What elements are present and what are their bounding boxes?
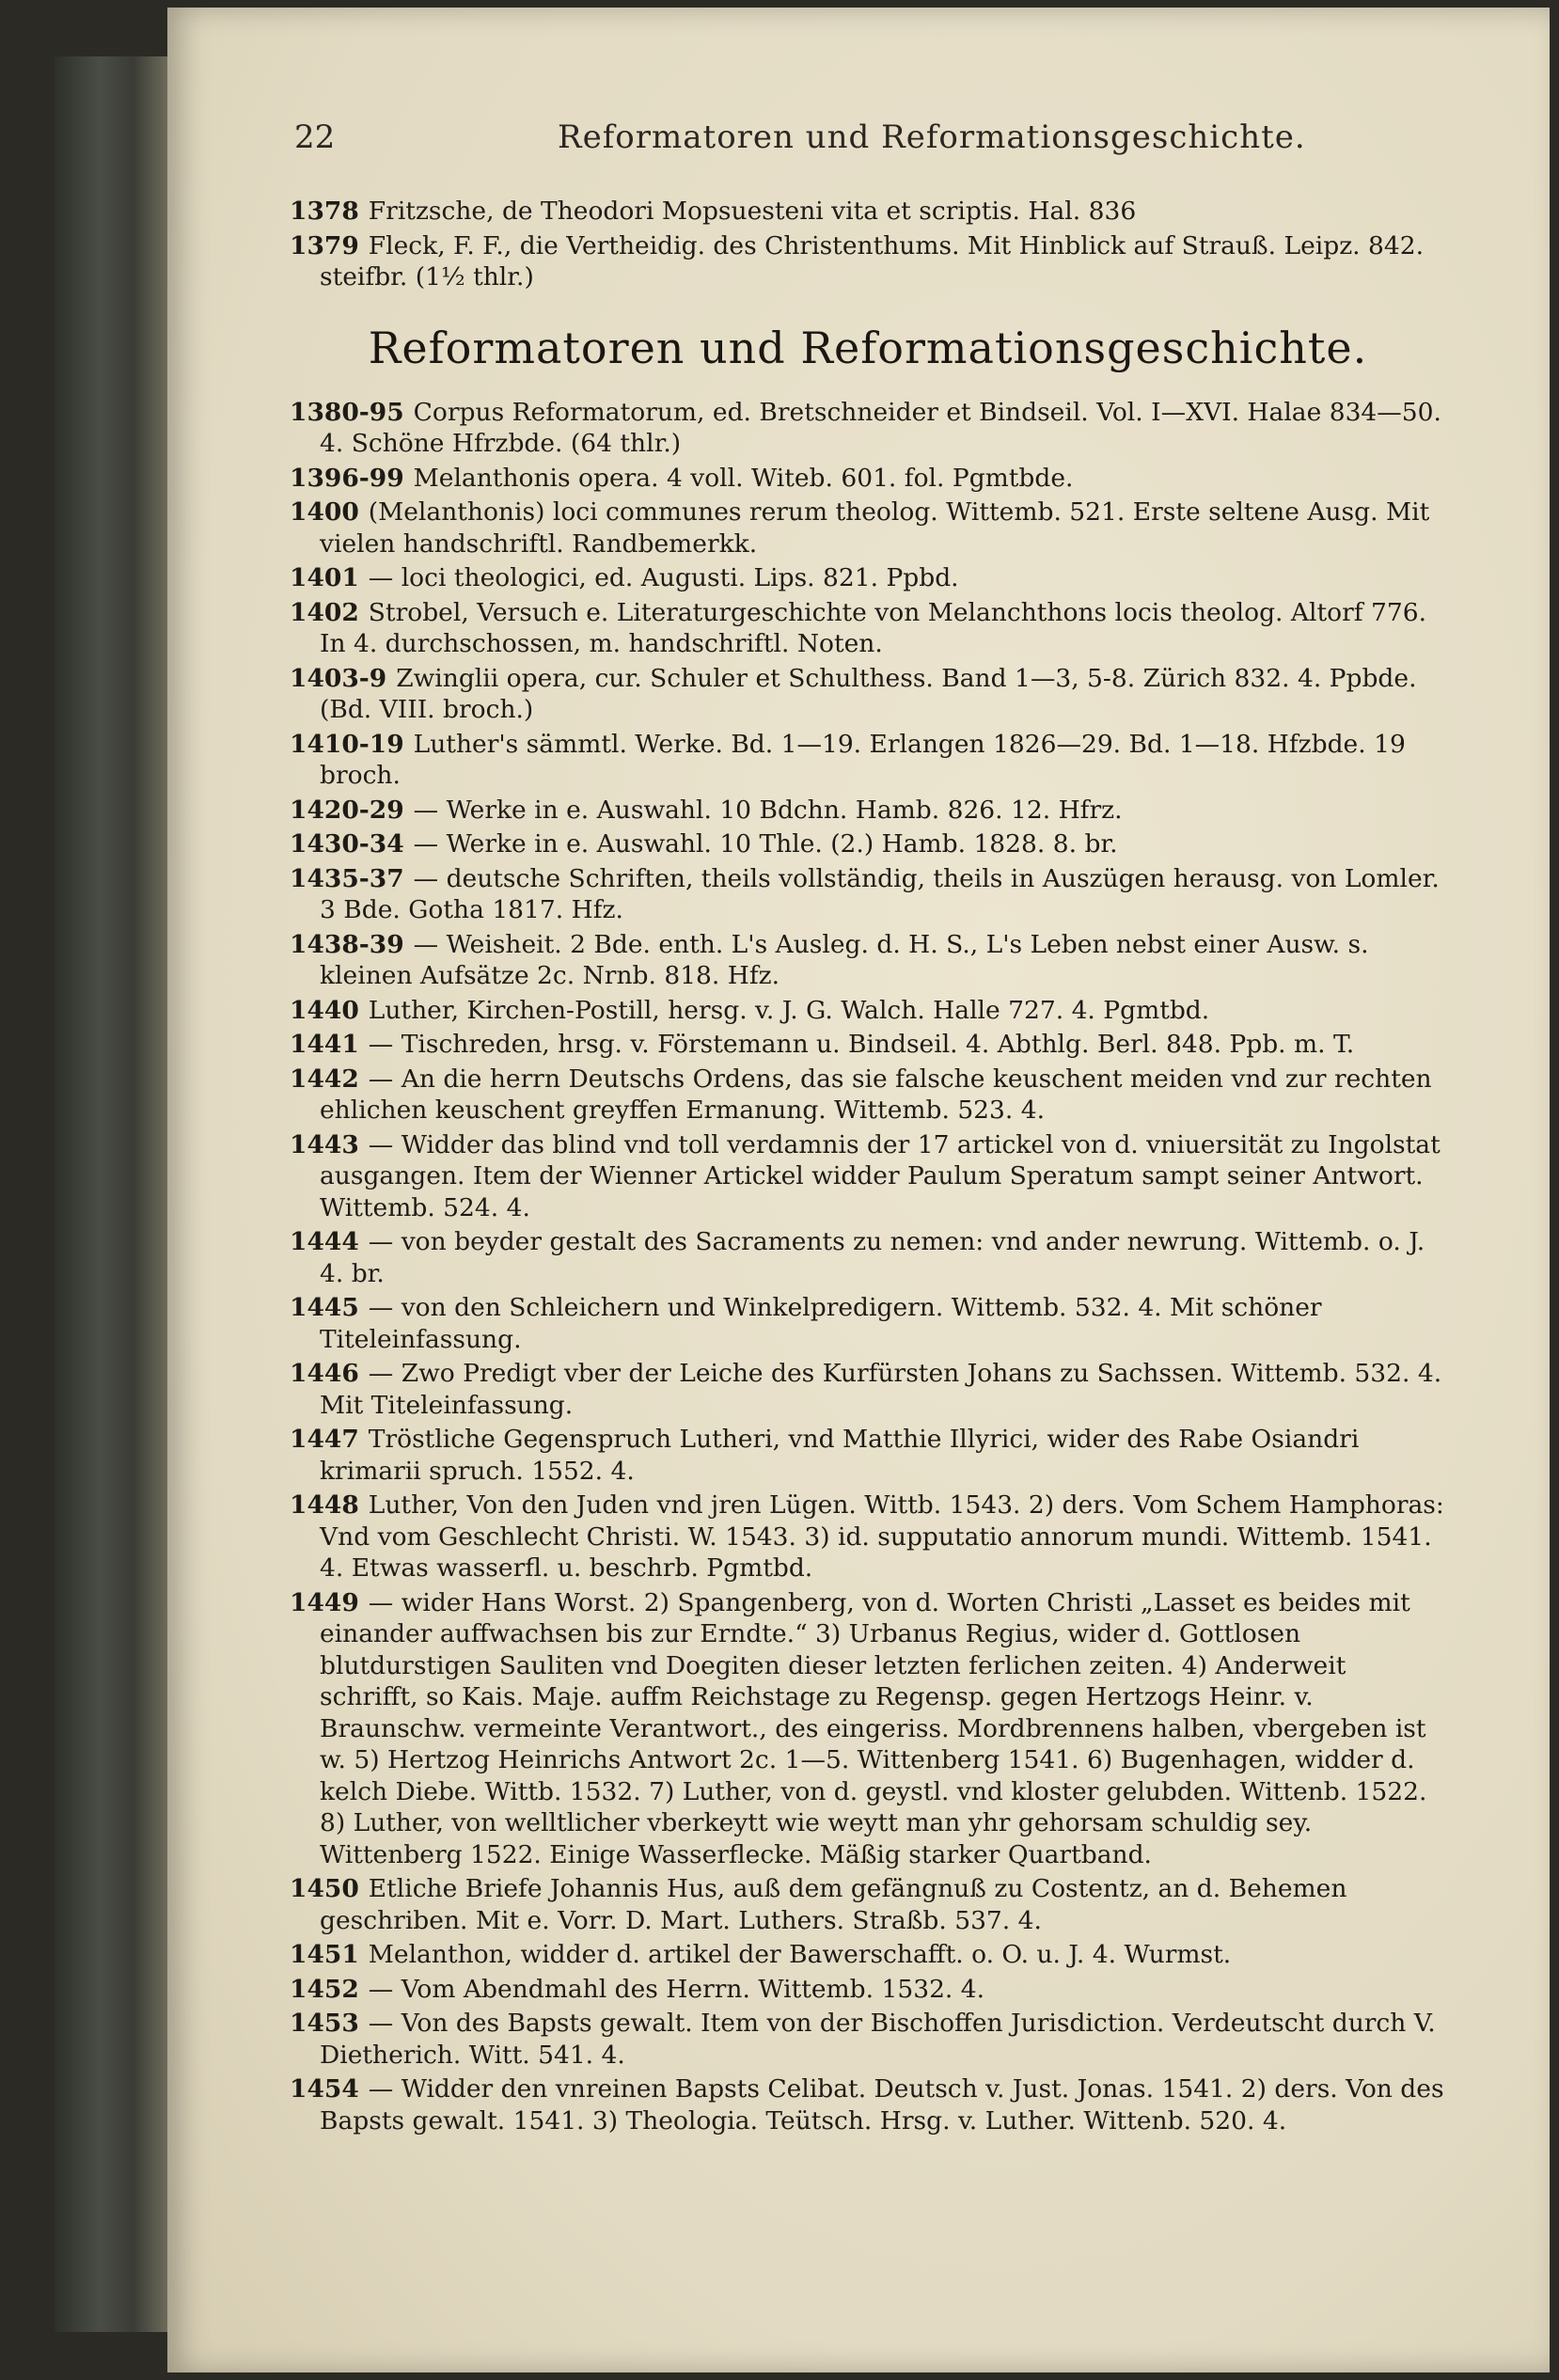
book-spine (55, 56, 167, 2332)
entry-number: 1443 (290, 1129, 359, 1159)
entry-text: — von beyder gestalt des Sacraments zu nemen: vnd ander newrung. Wittemb. o. J. 4. br. (320, 1227, 1425, 1288)
catalog-entry (290, 1974, 1446, 2006)
entry-text: Fritzsche, de Theodori Mopsuesteni vita et scriptis. Hal. 836 (368, 197, 1137, 226)
entries-before-section (290, 196, 1446, 293)
catalog-entry (290, 1064, 1446, 1127)
catalog-entry (290, 463, 1446, 495)
running-title: Reformatoren und Reformationsgeschichte. (558, 118, 1306, 156)
entry-text: Melanthon, widder d. artikel der Bawerschafft. o. O. u. J. 4. Wurmst. (368, 1940, 1232, 1969)
entry-number: 1452 (290, 1974, 359, 2004)
entry-number: 1420-29 (290, 795, 404, 825)
page-content (290, 196, 1446, 2139)
page-number: 22 (294, 118, 336, 156)
entry-number: 1379 (290, 230, 359, 260)
entry-text: — Tischreden, hrsg. v. Förstemann u. Bindseil. 4. Abthlg. Berl. 848. Ppb. m. T. (368, 1030, 1355, 1059)
catalog-entry (290, 2008, 1446, 2071)
entry-text: Melanthonis opera. 4 voll. Witeb. 601. fol. Pgmtbde. (413, 463, 1074, 493)
catalog-entry (290, 1424, 1446, 1487)
entry-number: 1396-99 (290, 463, 404, 493)
entry-text: — Widder den vnreinen Bapsts Celibat. Deutsch v. Just. Jonas. 1541. 2) ders. Von des Bapsts gewalt. 1541. 3) Theologia. Teütsch. Hrsg. v. Luther. Wittenb. 520. 4. (320, 2074, 1444, 2136)
entry-text: Strobel, Versuch e. Literaturgeschichte von Melanchthons locis theolog. Altorf 776. In 4. durchschossen, m. handschriftl. Noten. (320, 597, 1427, 658)
entry-number: 1450 (290, 1874, 359, 1903)
entry-number: 1442 (290, 1064, 359, 1094)
entry-text: — Von des Bapsts gewalt. Item von der Bischoffen Jurisdiction. Verdeutscht durch V. Dietherich. Witt. 541. 4. (320, 2009, 1436, 2070)
entry-number: 1451 (290, 1940, 359, 1969)
entry-number: 1401 (290, 563, 359, 592)
book-page (167, 8, 1550, 2372)
entry-text: — Vom Abendmahl des Herrn. Wittemb. 1532. 4. (368, 1974, 985, 2004)
entry-text: Luther, Kirchen-Postill, hersg. v. J. G. Walch. Halle 727. 4. Pgmtbd. (368, 995, 1210, 1025)
catalog-entry (290, 1587, 1446, 1871)
entry-number: 1410-19 (290, 729, 404, 759)
entry-number: 1435-37 (290, 863, 404, 893)
catalog-entry (290, 397, 1446, 460)
entry-number: 1380-95 (290, 397, 404, 427)
entry-text: Fleck, F. F., die Vertheidig. des Christenthums. Mit Hinblick auf Strauß. Leipz. 842. steifbr. (1½ thlr.) (320, 230, 1425, 292)
entry-number: 1453 (290, 2009, 359, 2038)
entry-text: — von den Schleichern und Winkelpredigern. Wittemb. 532. 4. Mit schöner Titeleinfassung. (320, 1293, 1322, 1354)
catalog-entry (290, 2073, 1446, 2136)
entry-text: Etliche Briefe Johannis Hus, auß dem gefängnuß zu Costentz, an d. Behemen geschriben. Mit e. Vorr. D. Mart. Luthers. Straßb. 537. 4. (320, 1874, 1347, 1935)
entry-text: Luther's sämmtl. Werke. Bd. 1—19. Erlangen 1826—29. Bd. 1—18. Hfzbde. 19 broch. (320, 729, 1406, 790)
page-header (294, 118, 1423, 165)
entry-number: 1400 (290, 497, 359, 527)
catalog-entry (290, 496, 1446, 560)
entry-number: 1448 (290, 1490, 359, 1520)
catalog-entry (290, 795, 1446, 827)
entry-text: Tröstliche Gegenspruch Lutheri, vnd Matthie Illyrici, wider des Rabe Osiandri krimarii spruch. 1552. 4. (320, 1425, 1360, 1486)
catalog-entry (290, 929, 1446, 992)
catalog-entry (290, 863, 1446, 926)
entry-number: 1438-39 (290, 929, 404, 959)
section-title: Reformatoren und Reformationsgeschichte. (368, 322, 1368, 373)
catalog-entry (290, 1226, 1446, 1289)
catalog-entry (290, 1939, 1446, 1971)
entry-number: 1444 (290, 1227, 359, 1256)
entry-text: — wider Hans Worst. 2) Spangenberg, von d. Worten Christi „Lasset es beides mit einander auffwachsen bis zur Erndte.“ 3) Urbanus Regius, wider d. Gottlosen blutdurstigen Sauliten vnd Doegiten dieser letzten ferlichen zeiten. 4) Anderweit schrifft, so Kais. Maje. auffm Reichstage zu Regensp. gegen Hertzogs Heinr. v. Braunschw. vermeinte Verantwort., des eingeriss. Mordbrennens halben, vbergeben ist w. 5) Hertzog Heinrichs Antwort 2c. 1—5. Wittenberg 1541. 6) Bugenhagen, widder d. kelch Diebe. Wittb. 1532. 7) Luther, von d. geystl. vnd kloster gelubden. Wittenb. 1522. 8) Luther, von welltlicher vberkeytt wie weytt man yhr gehorsam schuldig sey. Wittenberg 1522. Einige Wasserflecke. Mäßig starker Quartband. (320, 1587, 1427, 1869)
entry-text: (Melanthonis) loci communes rerum theolog. Wittemb. 521. Erste seltene Ausg. Mit vielen handschriftl. Randbemerkk. (320, 497, 1430, 559)
entry-text: — loci theologici, ed. Augusti. Lips. 821. Ppbd. (368, 563, 959, 592)
entry-text: — deutsche Schriften, theils vollständig, theils in Auszügen herausg. von Lomler. 3 Bde. Gotha 1817. Hfz. (320, 863, 1440, 924)
entry-number: 1441 (290, 1030, 359, 1059)
entry-text: Zwinglii opera, cur. Schuler et Schulthess. Band 1—3, 5-8. Zürich 832. 4. Ppbde. (Bd. VIII. broch.) (320, 663, 1417, 724)
entry-text: — Werke in e. Auswahl. 10 Bdchn. Hamb. 826. 12. Hfrz. (413, 795, 1123, 825)
catalog-entry (290, 1358, 1446, 1421)
catalog-entry (290, 995, 1446, 1027)
entry-text: Luther, Von den Juden vnd jren Lügen. Wittb. 1543. 2) ders. Vom Schem Hamphoras: Vnd vom Geschlecht Christi. W. 1543. 3) id. supputatio annorum mundi. Wittemb. 1541. 4. Etwas wasserfl. u. beschrb. Pgmtbd. (320, 1490, 1444, 1583)
catalog-entry (290, 230, 1446, 293)
entry-number: 1430-34 (290, 829, 404, 859)
entry-number: 1403-9 (290, 663, 387, 693)
catalog-entries (290, 397, 1446, 2137)
entry-text: Corpus Reformatorum, ed. Bretschneider et Bindseil. Vol. I—XVI. Halae 834—50. 4. Schöne Hfrzbde. (64 thlr.) (320, 397, 1441, 458)
entry-text: — Werke in e. Auswahl. 10 Thle. (2.) Hamb. 1828. 8. br. (413, 829, 1118, 859)
catalog-entry (290, 1292, 1446, 1355)
entry-number: 1378 (290, 197, 359, 226)
catalog-entry (290, 729, 1446, 792)
entry-number: 1446 (290, 1359, 359, 1388)
catalog-entry (290, 196, 1446, 228)
catalog-entry (290, 562, 1446, 594)
entry-number: 1440 (290, 995, 359, 1025)
entry-number: 1445 (290, 1293, 359, 1322)
catalog-entry (290, 1129, 1446, 1224)
catalog-entry (290, 663, 1446, 726)
entry-number: 1454 (290, 2074, 359, 2104)
entry-text: — Zwo Predigt vber der Leiche des Kurfürsten Johans zu Sachssen. Wittemb. 532. 4. Mit Titeleinfassung. (320, 1359, 1442, 1420)
entry-text: — An die herrn Deutschs Ordens, das sie falsche keuschent meiden vnd zur rechten ehlichen keuschent greyffen Ermanung. Wittemb. 523. 4. (320, 1064, 1432, 1125)
entry-number: 1402 (290, 597, 359, 627)
catalog-entry (290, 828, 1446, 860)
entry-text: — Widder das blind vnd toll verdamnis der 17 artickel von d. vniuersität zu Ingolstat ausgangen. Item der Wienner Artickel widder Paulum Speratum sampt seiner Antwort. Wittemb. 524. 4. (320, 1129, 1441, 1222)
catalog-entry (290, 1489, 1446, 1584)
entry-number: 1447 (290, 1425, 359, 1454)
catalog-entry (290, 597, 1446, 660)
catalog-entry (290, 1873, 1446, 1936)
entry-text: — Weisheit. 2 Bde. enth. L's Ausleg. d. H. S., L's Leben nebst einer Ausw. s. kleinen Aufsätze 2c. Nrnb. 818. Hfz. (320, 929, 1369, 990)
entry-number: 1449 (290, 1587, 359, 1617)
catalog-entry (290, 1029, 1446, 1061)
